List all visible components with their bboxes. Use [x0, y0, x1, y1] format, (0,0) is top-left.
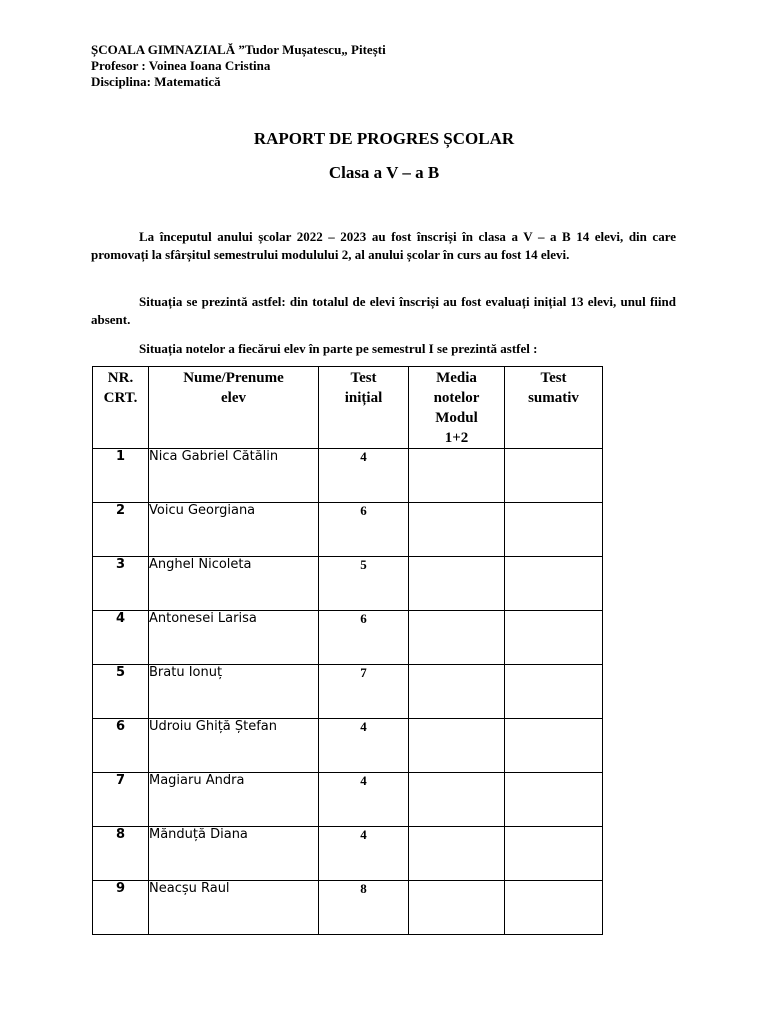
- summative-cell: [505, 719, 603, 773]
- row-number: 8: [93, 827, 149, 881]
- header-media-line3: Modul: [435, 410, 478, 426]
- row-number: 3: [93, 557, 149, 611]
- initial-test-grade: 4: [319, 449, 409, 503]
- table-row: [93, 557, 603, 611]
- summative-cell: [505, 827, 603, 881]
- initial-test-grade: 6: [319, 503, 409, 557]
- row-number: 7: [93, 773, 149, 827]
- table-row: [93, 665, 603, 719]
- media-cell: [409, 827, 505, 881]
- initial-test-grade: 5: [319, 557, 409, 611]
- media-cell: [409, 449, 505, 503]
- student-name: Magiaru Andra: [149, 773, 319, 827]
- header-media-line1: Media: [436, 370, 477, 386]
- header-name-line2: elev: [221, 390, 246, 406]
- header-name-line1: Nume/Prenume: [183, 370, 284, 386]
- header-initial-line2: inițial: [344, 390, 383, 406]
- initial-test-grade: 6: [319, 611, 409, 665]
- table-row: [93, 773, 603, 827]
- header-initial-line1: Test: [350, 370, 377, 386]
- header-nr-line2: CRT.: [103, 390, 138, 406]
- student-name: Bratu Ionuț: [149, 665, 319, 719]
- summative-cell: [505, 881, 603, 935]
- grades-table: [92, 366, 603, 935]
- initial-test-grade: 4: [319, 827, 409, 881]
- header-nr: [93, 367, 149, 449]
- table-row: [93, 503, 603, 557]
- row-number: 4: [93, 611, 149, 665]
- row-number: 2: [93, 503, 149, 557]
- row-number: 1: [93, 449, 149, 503]
- student-name: Nica Gabriel Cătălin: [149, 449, 319, 503]
- initial-test-grade: 7: [319, 665, 409, 719]
- table-row: [93, 881, 603, 935]
- media-cell: [409, 503, 505, 557]
- header-nr-line1: NR.: [107, 370, 134, 386]
- table-row: [93, 827, 603, 881]
- header-summative-line1: Test: [540, 370, 567, 386]
- header-summative-line2: sumativ: [528, 390, 579, 406]
- media-cell: [409, 557, 505, 611]
- intro-paragraph: La începutul anului școlar 2022 – 2023 au fost înscriși în clasa a V – a B 14 elevi, din care promovați la sfârșitul semestrului modulului 2, al anului școlar în curs au fost 14 elevi.: [91, 229, 676, 262]
- summative-cell: [505, 503, 603, 557]
- initial-test-grade: 8: [319, 881, 409, 935]
- student-name: Mănduță Diana: [149, 827, 319, 881]
- media-cell: [409, 665, 505, 719]
- row-number: 6: [93, 719, 149, 773]
- table-header-row: [93, 367, 603, 449]
- summative-cell: [505, 611, 603, 665]
- table-row: [93, 611, 603, 665]
- summative-cell: [505, 449, 603, 503]
- document-header: [91, 42, 386, 90]
- student-name: Udroiu Ghiță Ștefan: [149, 719, 319, 773]
- row-number: 9: [93, 881, 149, 935]
- subject-name: Disciplina: Matematică: [91, 74, 221, 89]
- initial-test-grade: 4: [319, 719, 409, 773]
- header-media: [409, 367, 505, 449]
- media-cell: [409, 773, 505, 827]
- summative-cell: [505, 557, 603, 611]
- student-name: Neacșu Raul: [149, 881, 319, 935]
- header-media-line4: 1+2: [444, 430, 469, 446]
- student-name: Anghel Nicoleta: [149, 557, 319, 611]
- grades-intro-paragraph: Situația notelor a fiecărui elev în parte pe semestrul I se prezintă astfel :: [139, 341, 538, 356]
- evaluation-paragraph: Situația se prezintă astfel: din totalul de elevi înscriși au fost evaluați inițial 13 elevi, unul fiind absent.: [91, 294, 676, 327]
- media-cell: [409, 719, 505, 773]
- header-initial-test: [319, 367, 409, 449]
- media-cell: [409, 881, 505, 935]
- teacher-name: Profesor : Voinea Ioana Cristina: [91, 58, 271, 73]
- class-subtitle: Clasa a V – a B: [328, 163, 440, 182]
- table-row: [93, 449, 603, 503]
- student-name: Antonesei Larisa: [149, 611, 319, 665]
- student-name: Voicu Georgiana: [149, 503, 319, 557]
- summative-cell: [505, 773, 603, 827]
- school-name: ȘCOALA GIMNAZIALĂ ”Tudor Mușatescu„ Pitești: [91, 42, 386, 57]
- report-title: RAPORT DE PROGRES ȘCOLAR: [253, 129, 515, 148]
- header-summative-test: [505, 367, 603, 449]
- header-name: [149, 367, 319, 449]
- table-row: [93, 719, 603, 773]
- row-number: 5: [93, 665, 149, 719]
- initial-test-grade: 4: [319, 773, 409, 827]
- summative-cell: [505, 665, 603, 719]
- header-media-line2: notelor: [433, 390, 480, 406]
- media-cell: [409, 611, 505, 665]
